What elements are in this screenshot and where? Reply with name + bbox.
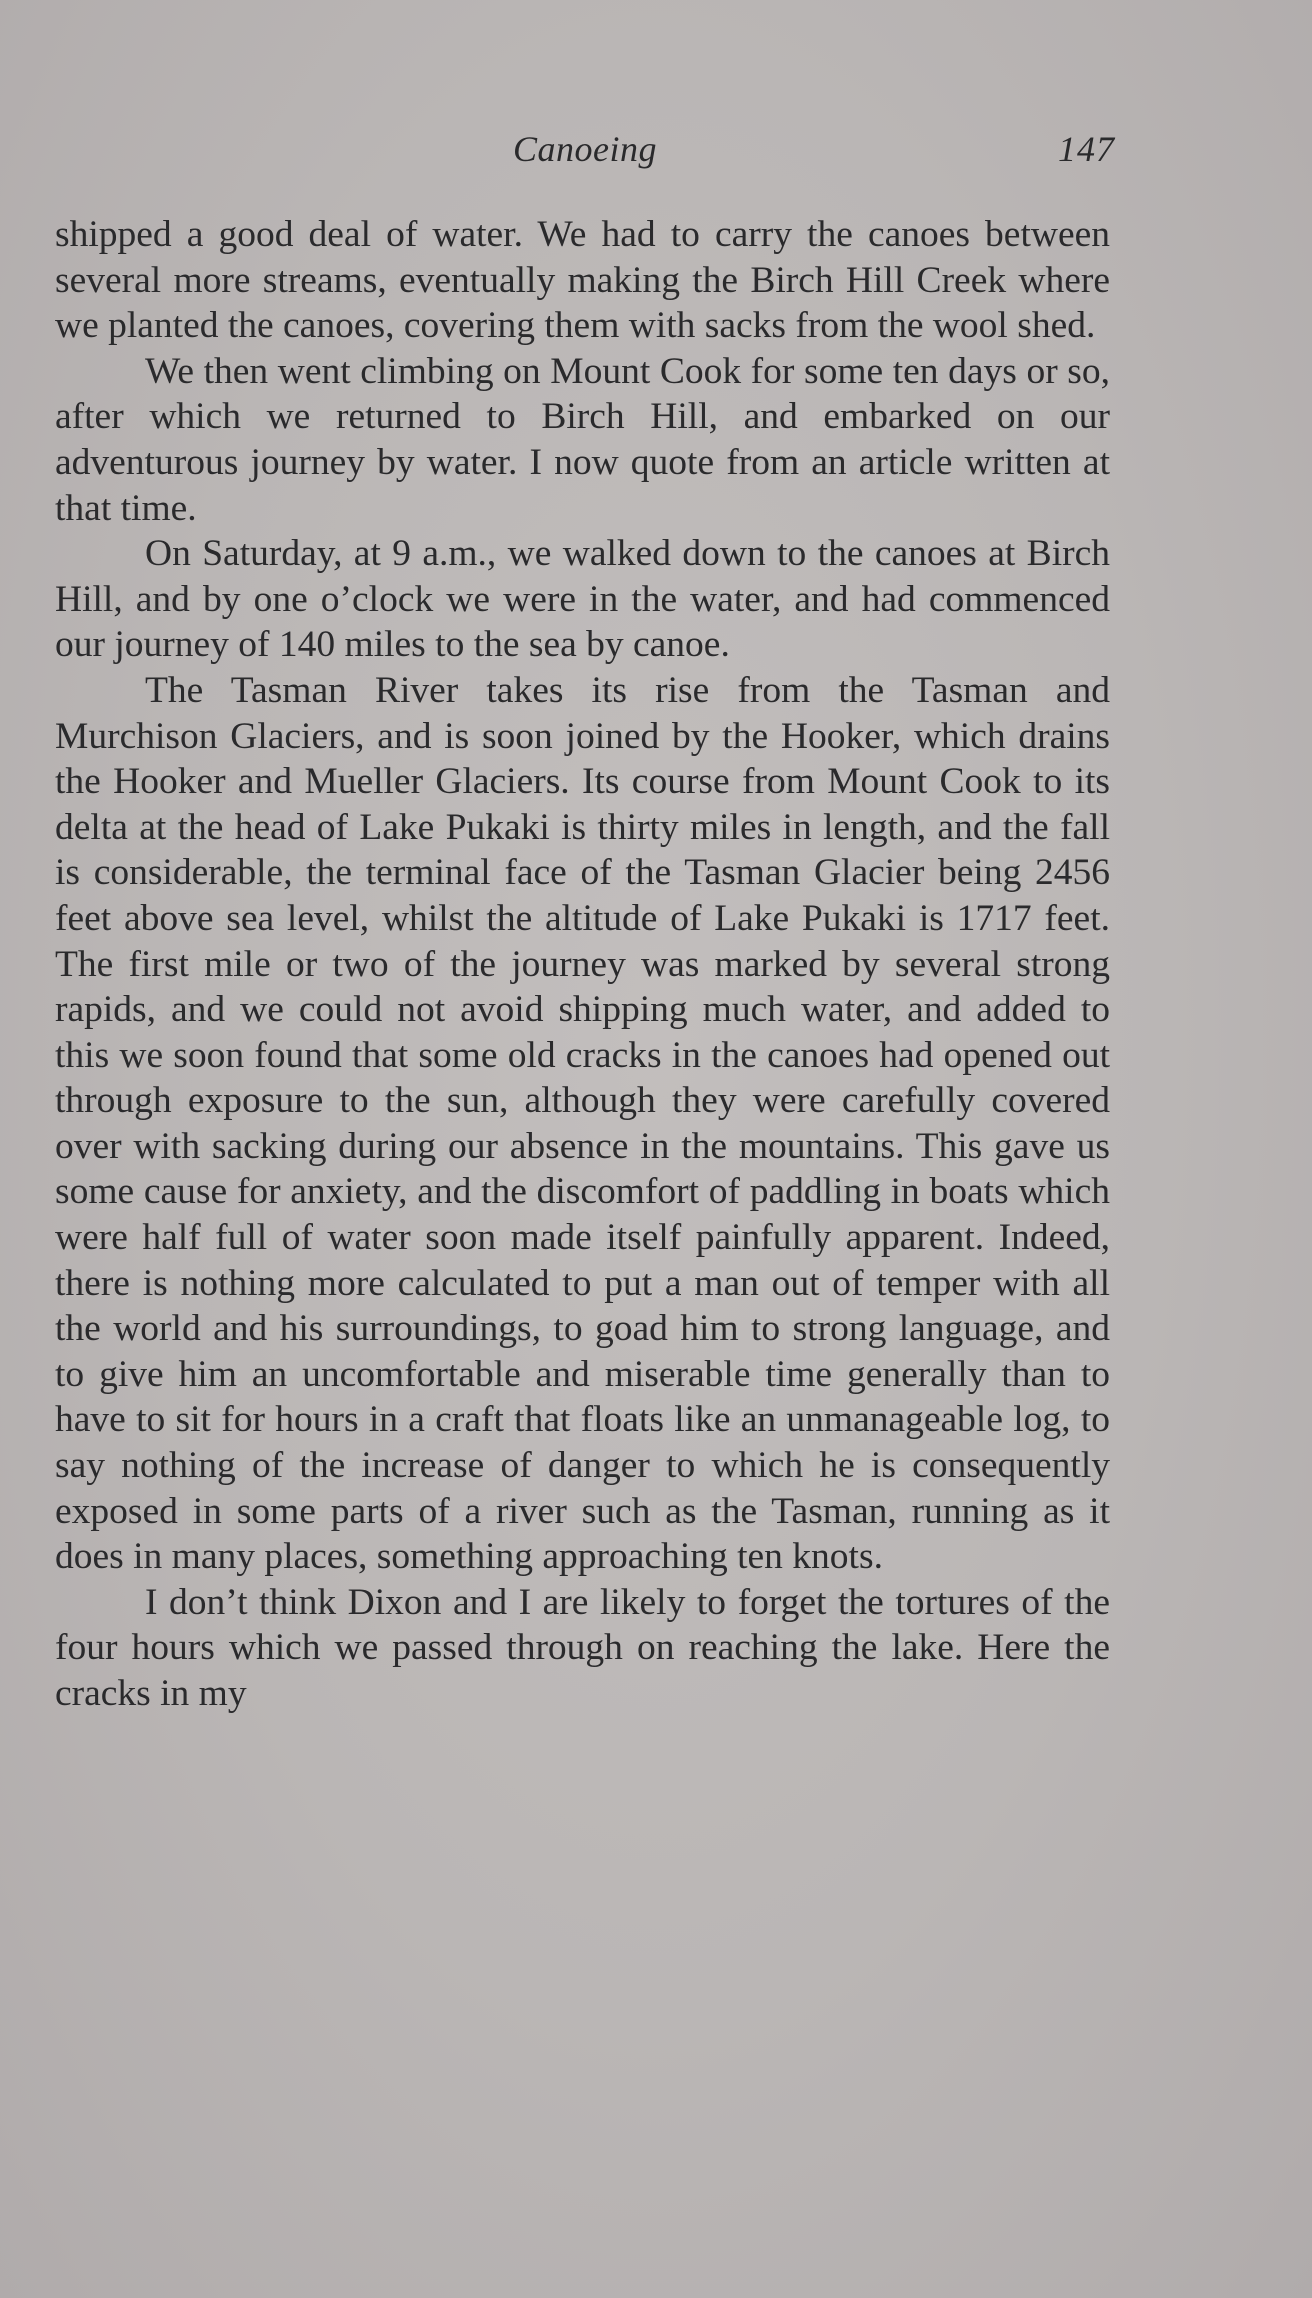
page-number: 147 — [1058, 129, 1115, 169]
paragraph: shipped a good deal of water. We had to carry the canoes between several more streams, eventually making the Birch Hill Creek where we planted the canoes, covering them with sacks from the wool shed. — [55, 214, 1110, 347]
paragraph: The Tasman River takes its rise from the Tasman and Murchison Glaciers, and is soon joined by the Hooker, which drains the Hooker and Mueller Glaciers. Its course from Mount Cook to its delta at the head of Lake Pukaki is thirty miles in length, and the fall is considerable, the terminal face of the Tasman Glacier being 2456 feet above sea level, whilst the altitude of Lake Pukaki is 1717 feet. The first mile or two of the journey was marked by several strong rapids, and we could not avoid shipping much water, and added to this we soon found that some old cracks in the canoes had opened out through exposure to the sun, although they were carefully covered over with sacking during our absence in the mountains. This gave us some cause for anxiety, and the discomfort of paddling in boats which were half full of water soon made itself painfully apparent. Indeed, there is nothing more calculated to put a man out of temper with all the world and his surroundings, to goad him to strong language, and to give him an uncomfortable and miserable time generally than to have to sit for hours in a craft that floats like an unmanageable log, to say nothing of the increase of danger to which he is consequently exposed in some parts of a river such as the Tasman, running as it does in many places, something approaching ten knots. — [55, 669, 1110, 1578]
running-title: Canoeing — [513, 129, 657, 169]
running-header — [55, 128, 1115, 178]
body-text — [55, 212, 1110, 1717]
paragraph: On Saturday, at 9 a.m., we walked down to the canoes at Birch Hill, and by one o’clock we were in the water, and had commenced our journey of 140 miles to the sea by canoe. — [55, 533, 1110, 666]
paragraph: We then went climbing on Mount Cook for some ten days or so, after which we returned to Birch Hill, and embarked on our adventurous journey by water. I now quote from an article written at that time. — [55, 350, 1110, 529]
paragraph: I don’t think Dixon and I are likely to forget the tortures of the four hours which we passed through on reaching the lake. Here the cracks in my — [55, 1581, 1110, 1714]
